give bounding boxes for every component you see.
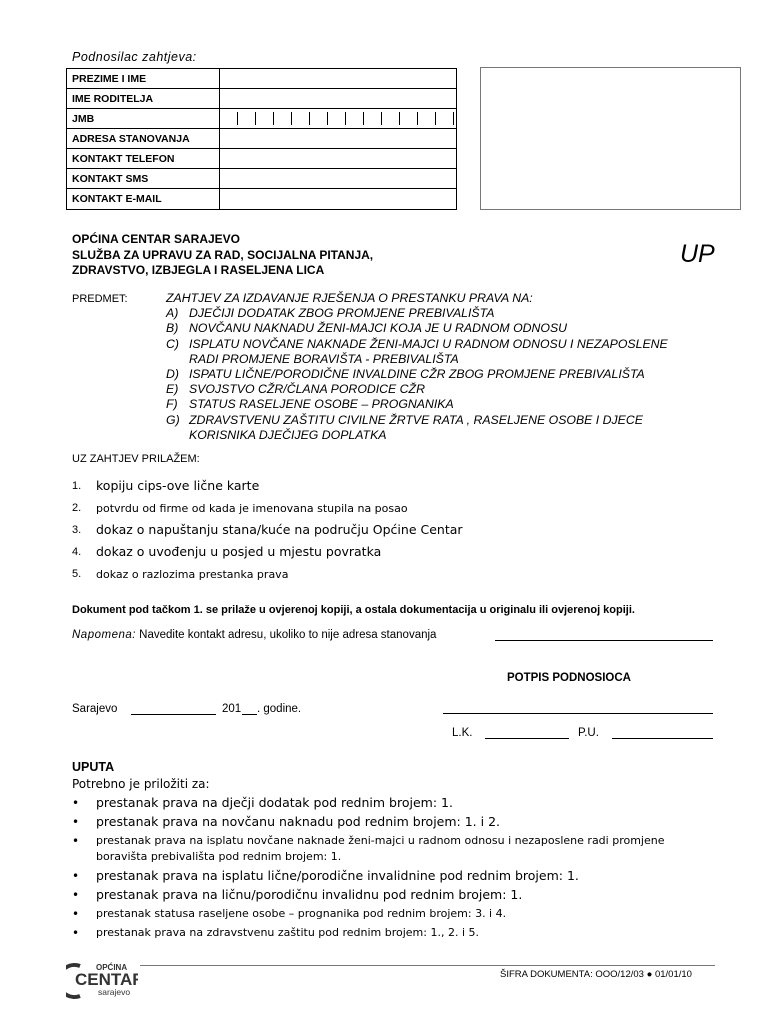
field-row-phone[interactable] xyxy=(67,149,456,169)
field-row-email[interactable] xyxy=(67,189,456,209)
uputa-item: • prestanak prava na novčanu naknadu pod rednim brojem: 1. i 2. xyxy=(72,814,500,829)
date-line[interactable] xyxy=(131,714,216,715)
attachment-item: 1. kopiju cips-ove lične karte xyxy=(72,478,260,493)
field-label: IME RODITELJA xyxy=(67,89,220,108)
year-prefix: 201 xyxy=(222,703,242,715)
lk-label: L.K. xyxy=(452,727,473,739)
up-mark: UP xyxy=(680,240,715,268)
office-line: ZDRAVSTVO, IZBJEGLA I RASELJENA LICA xyxy=(72,263,325,277)
field-label: JMB xyxy=(67,109,220,128)
attachments-title: UZ ZAHTJEV PRILAŽEM: xyxy=(72,453,200,465)
field-row-jmb[interactable] xyxy=(67,109,456,129)
field-row-address[interactable] xyxy=(67,129,456,149)
pu-label: P.U. xyxy=(578,727,599,739)
contact-address-line[interactable] xyxy=(495,640,713,641)
uputa-item: • prestanak prava na isplatu lične/porodične invalidnine pod rednim brojem: 1. xyxy=(72,868,579,883)
uputa-item: • prestanak statusa raseljene osobe – prognanika pod rednim brojem: 3. i 4. xyxy=(72,907,507,921)
field-label: KONTAKT TELEFON xyxy=(67,149,220,168)
subject-item: C) ISPLATU NOVČANE NAKNADE ŽENI-MAJCI U RADNOM ODNOSU I NEZAPOSLENE xyxy=(166,336,668,351)
napomena-label: Napomena: xyxy=(72,629,136,641)
jmb-digit-boxes xyxy=(237,112,457,125)
subject-item: G) ZDRAVSTVENU ZAŠTITU CIVILNE ŽRTVE RATA , RASELJENE OSOBE I DJECE xyxy=(166,412,643,427)
office-line: OPĆINA CENTAR SARAJEVO xyxy=(72,232,241,246)
lk-line[interactable] xyxy=(485,738,569,739)
uputa-item: • prestanak prava na isplatu novčane naknade ženi-majci u radnom odnosu i nezaposlene radi promjene boravišta prebivališta pod rednim brojem: 1. xyxy=(72,834,665,863)
uputa-list xyxy=(72,795,712,944)
subject-heading: ZAHTJEV ZA IZDAVANJE RJEŠENJA O PRESTANKU PRAVA NA: xyxy=(166,291,533,305)
field-label: ADRESA STANOVANJA xyxy=(67,129,220,148)
opcina-centar-logo xyxy=(66,960,138,1000)
footer-divider xyxy=(140,965,715,966)
city: Sarajevo xyxy=(72,703,118,715)
subject-item: B) NOVČANU NAKNADU ŽENI-MAJCI KOJA JE U RADNOM ODNOSU xyxy=(166,321,568,336)
svg-text:sarajevo: sarajevo xyxy=(98,987,131,997)
document-code: ŠIFRA DOKUMENTA: OOO/12/03 ● 01/01/10 xyxy=(500,969,692,980)
subject-block xyxy=(166,291,668,443)
attachment-item: 2. potvrdu od firme od kada je imenovana stupila na posao xyxy=(72,502,408,515)
attachments-list xyxy=(72,478,463,588)
signature-label: POTPIS PODNOSIOCA xyxy=(507,672,631,684)
uputa-item: • prestanak prava na dječji dodatak pod rednim brojem: 1. xyxy=(72,795,453,810)
applicant-table xyxy=(66,68,457,210)
document-note: Dokument pod tačkom 1. se prilaže u ovjerenoj kopiji, a ostala dokumentacija u originalu ili ovjerenoj kopiji. xyxy=(72,604,635,616)
attachment-item: 3. dokaz o napuštanju stana/kuće na području Općine Centar xyxy=(72,522,463,537)
year-line[interactable] xyxy=(242,714,257,715)
subject-item: A) DJEČIJI DODATAK ZBOG PROMJENE PREBIVALIŠTA xyxy=(166,306,495,321)
uputa-intro: Potrebno je priložiti za: xyxy=(72,777,210,791)
subject-item: RADI PROMJENE BORAVIŠTA - PREBIVALIŠTA xyxy=(189,351,459,366)
uputa-item: • prestanak prava na ličnu/porodičnu invalidnu pod rednim brojem: 1. xyxy=(72,887,523,902)
signature-line[interactable] xyxy=(443,713,713,714)
date-place xyxy=(72,703,117,715)
field-label: KONTAKT E-MAIL xyxy=(67,189,220,209)
field-row-name[interactable] xyxy=(67,69,456,89)
subject-label: PREDMET: xyxy=(72,293,128,305)
napomena-text: Navedite kontakt adresu, ukoliko to nije adresa stanovanja xyxy=(139,629,437,641)
attachment-item: 5. dokaz o razlozima prestanka prava xyxy=(72,568,289,581)
field-label: PREZIME I IME xyxy=(67,69,220,88)
napomena xyxy=(72,629,436,641)
field-row-sms[interactable] xyxy=(67,169,456,189)
stamp-box xyxy=(480,67,741,210)
subject-item: D) ISPATU LIČNE/PORODIČNE INVALDINE CŽR ZBOG PROMJENE PREBIVALIŠTA xyxy=(166,367,645,382)
office-address xyxy=(72,232,373,279)
svg-text:OPĆINA: OPĆINA xyxy=(96,963,128,972)
subject-item: E) SVOJSTVO CŽR/ČLANA PORODICE CŽR xyxy=(166,382,425,397)
applicant-title: Podnosilac zahtjeva: xyxy=(72,50,197,64)
uputa-title: UPUTA xyxy=(72,760,115,774)
field-row-parent-name[interactable] xyxy=(67,89,456,109)
year-suffix: . godine. xyxy=(257,703,302,715)
subject-item: KORISNIKA DJEČIJEG DOPLATKA xyxy=(189,427,387,442)
logo-graphic xyxy=(66,960,138,1000)
field-label: KONTAKT SMS xyxy=(67,169,220,188)
office-line: SLUŽBA ZA UPRAVU ZA RAD, SOCIJALNA PITANJA, xyxy=(72,247,374,262)
uputa-item: • prestanak prava na zdravstvenu zaštitu pod rednim brojem: 1., 2. i 5. xyxy=(72,926,480,940)
svg-text:CENTAR: CENTAR xyxy=(75,970,138,989)
pu-line[interactable] xyxy=(612,738,713,739)
subject-item: F) STATUS RASELJENE OSOBE – PROGNANIKA xyxy=(166,397,454,412)
attachment-item: 4. dokaz o uvođenju u posjed u mjestu povratka xyxy=(72,544,382,559)
